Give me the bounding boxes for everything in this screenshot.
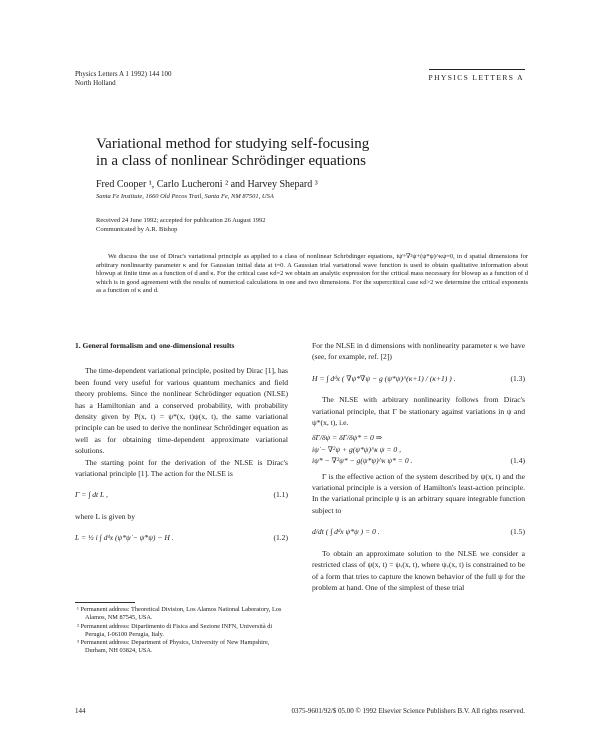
paragraph: The starting point for the derivation of the NLSE is Dirac's variational principle [1]. The action for the NLSE is	[75, 457, 288, 479]
equation-body: d/dt ( ∫ dᵈx ψ*ψ ) = 0 .	[312, 527, 380, 537]
page-number: 144	[75, 707, 86, 715]
submission-dates	[96, 216, 266, 234]
paragraph: The time-dependent variational principle, posited by Dirac [1], has been found very useful for various quantum mechanics and field theory problems. Since the nonlinear Schrödinger equation (NLSE) has a Hamiltonian and a conserved probability, with probability density given by P(x, t) = ψ*(x, t)ψ(x, t), the same variational principle can be used to derive the nonlinear Schrödinger equation as well as for obtaining time-dependent approximate variational solutions.	[75, 366, 288, 456]
journal-line-1: Physics Letters A 1 1992) 144 100	[75, 70, 172, 78]
journal-brand: PHYSICS LETTERS A	[428, 73, 524, 82]
paragraph: where L is given by	[75, 511, 136, 521]
equation-line: iψ̇* − ∇²ψ* − g(ψ*ψ)^κ ψ* = 0 .	[312, 456, 413, 466]
authors: Fred Cooper ¹, Carlo Lucheroni ² and Harvey Shepard ³	[96, 179, 318, 190]
paragraph: Γ is the effective action of the system described by ψ(x, t) and the variational principle is a version of Hamilton's least-action principle. In the variational principle ψ is an arbitrary square integrable function subject to	[312, 471, 525, 515]
footnote: ² Permanent address: Dipartimento di Fisica and Sezione INFN, Università di Perugia, I-06100 Perugia, Italy.	[77, 622, 273, 638]
section-heading: 1. General formalism and one-dimensional results	[75, 341, 235, 350]
header-rule	[429, 69, 525, 70]
equation-body: L = ½ i ∫ dᵈx (ψ*ψ̇ − ψ̇*ψ) − H .	[75, 533, 174, 543]
affiliation: Santa Fe Institute, 1660 Old Pecos Trail, Santa Fe, NM 87501, USA	[96, 193, 274, 200]
equation-1-1	[75, 489, 288, 500]
equation-body: H = ∫ dᵈx ( ∇ψ*∇ψ − g (ψ*ψ)^(κ+1) / (κ+1) ) .	[312, 373, 456, 383]
equation-1-5	[312, 526, 525, 537]
footnote-rule	[75, 602, 135, 603]
footnote: ³ Permanent address: Department of Physics, University of New Hampshire, Durham, NH 03824, USA.	[77, 639, 270, 655]
received-date: Received 24 June 1992; accepted for publication 26 August 1992	[96, 217, 266, 224]
paragraph: For the NLSE in d dimensions with nonlinearity parameter κ we have (see, for example, ref. [2])	[312, 341, 525, 362]
right-column	[312, 340, 525, 593]
equation-number: (1.3)	[510, 373, 525, 383]
equation-number: (1.1)	[273, 490, 288, 500]
journal-line-2: North Holland	[75, 79, 116, 87]
title-line-1: Variational method for studying self-focusing	[96, 136, 370, 152]
equation-body: Γ = ∫ dt L ,	[75, 490, 108, 500]
copyright-line: 0375-9601/92/$ 05.00 © 1992 Elsevier Science Publishers B.V. All rights reserved.	[291, 707, 525, 715]
abstract: We discuss the use of Dirac's variational principle as applied to a class of nonlinear Schrödinger equations, iψ̇+∇²ψ+(ψ*ψ)^κψ=0, in d spatial dimensions for arbitrary nonlinearity parameter κ and for Gaussian initial data at t=0. A Gaussian trial variational wave function is used to obtain qualitative information about blowup at finite time as a function of d and κ. For the critical case κd=2 we obtain an analytic expression for the critical mass necessary for blowup as a function of d which is in good agreement with the results of numerical calculations in one and two dimensions. For the supercritical case κd>2 we determine the critical exponents as a function of κ and d.	[96, 253, 528, 294]
equation-number: (1.4)	[510, 456, 525, 466]
equation-line: δΓ/δψ = δΓ/δψ* = 0 ⇒	[312, 433, 383, 443]
equation-number: (1.5)	[510, 527, 525, 537]
journal-citation	[75, 70, 171, 88]
equation-line: iψ̇ − ∇²ψ + g(ψ*ψ)^κ ψ = 0 ,	[312, 444, 402, 454]
paper-title	[96, 136, 369, 170]
equation-line-with-number	[312, 455, 525, 466]
title-line-2: in a class of nonlinear Schrödinger equations	[96, 153, 366, 169]
communicated-by: Communicated by A.R. Bishop	[96, 226, 178, 233]
equation-1-3	[312, 373, 525, 384]
footnotes	[75, 602, 288, 656]
left-column	[75, 340, 288, 554]
equation-1-4	[312, 432, 525, 466]
equation-number: (1.2)	[273, 533, 288, 543]
footnote: ¹ Permanent address: Theoretical Division, Los Alamos National Laboratory, Los Alamos, NM 87545, USA.	[77, 606, 282, 622]
paragraph: The NLSE with arbitrary nonlinearity follows from Dirac's variational principle, that Γ be stationary against variations in ψ and ψ*(x, t), i.e.	[312, 395, 525, 428]
equation-1-2	[75, 532, 288, 543]
paragraph: To obtain an approximate solution to the NLSE we consider a restricted class of ψ(x, t) = ψᵥ(x, t), where ψᵥ(x, t) is constrained to be of a form that tries to capture the known behavior of the full ψ for the problem at hand. One of the simplest of these trial	[312, 548, 525, 592]
